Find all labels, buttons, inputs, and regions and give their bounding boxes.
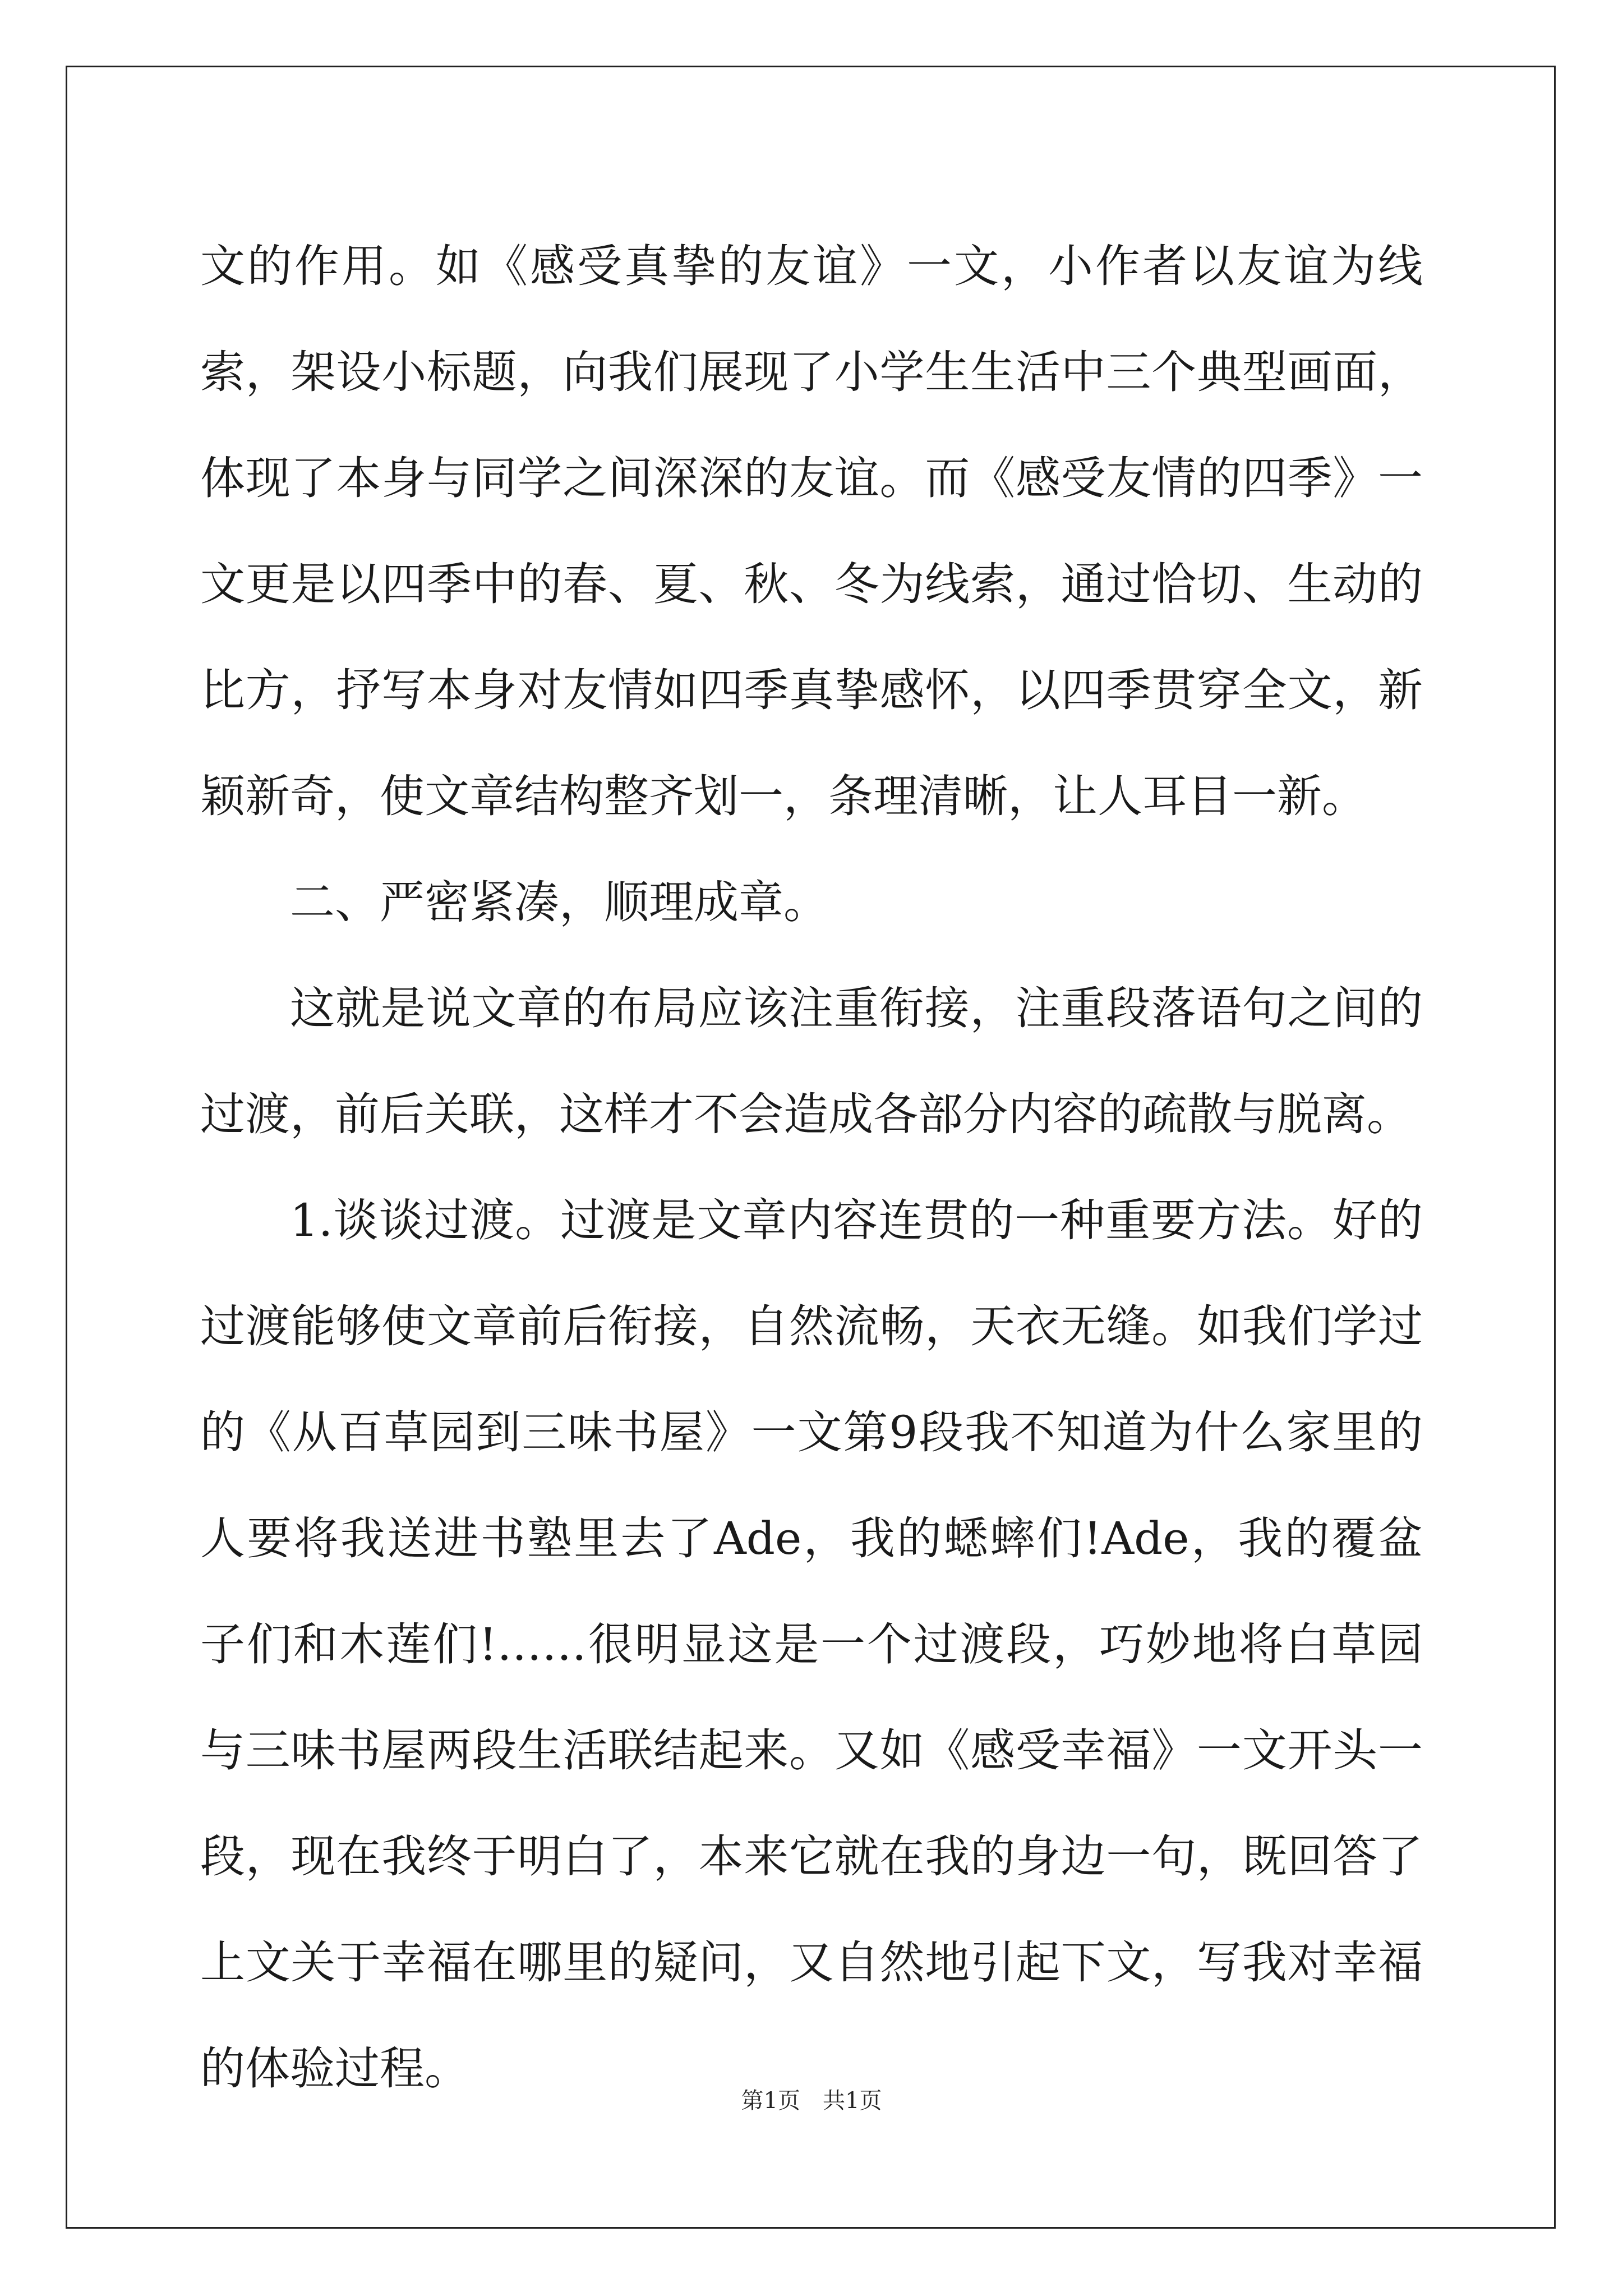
- paragraph-1: 文的作用。如《感受真挚的友谊》一文，小作者以友谊为线索，架设小标题，向我们展现了小学生生活中三个典型画面，体现了本身与同学之间深深的友谊。而《感受友情的四季》一文更是以四季中的春、夏、秋、冬为线索，通过恰切、生动的比方，抒写本身对友情如四季真挚感怀，以四季贯穿全文，新颖新奇，使文章结构整齐划一，条理清晰，让人耳目一新。: [200, 240, 1423, 822]
- paragraph-3: 1.谈谈过渡。过渡是文章内容连贯的一种重要方法。好的过渡能够使文章前后衔接，自然流畅，天衣无缝。如我们学过的《从百草园到三味书屋》一文第9段我不知道为什么家里的人要将我送进书塾里去了Ade，我的蟋蟀们!Ade，我的覆盆子们和木莲们!……很明显这是一个过渡段，巧妙地将白草园与三味书屋两段生活联结起来。又如《感受幸福》一文开头一段，现在我终于明白了，本来它就在我的身边一句，既回答了上文关于幸福在哪里的疑问，又自然地引起下文，写我对幸福的体验过程。: [200, 1194, 1423, 2095]
- page-number: 第1页: [741, 2088, 800, 2114]
- paragraph-2: 这就是说文章的布局应该注重衔接，注重段落语句之间的过渡，前后关联，这样才不会造成各部分内容的疏散与脱离。: [200, 982, 1423, 1140]
- page-footer: [0, 2087, 1623, 2115]
- section-heading: 二、严密紧凑，顺理成章。: [290, 876, 828, 928]
- page-total: 共1页: [823, 2088, 882, 2114]
- document-body: [200, 213, 1423, 2122]
